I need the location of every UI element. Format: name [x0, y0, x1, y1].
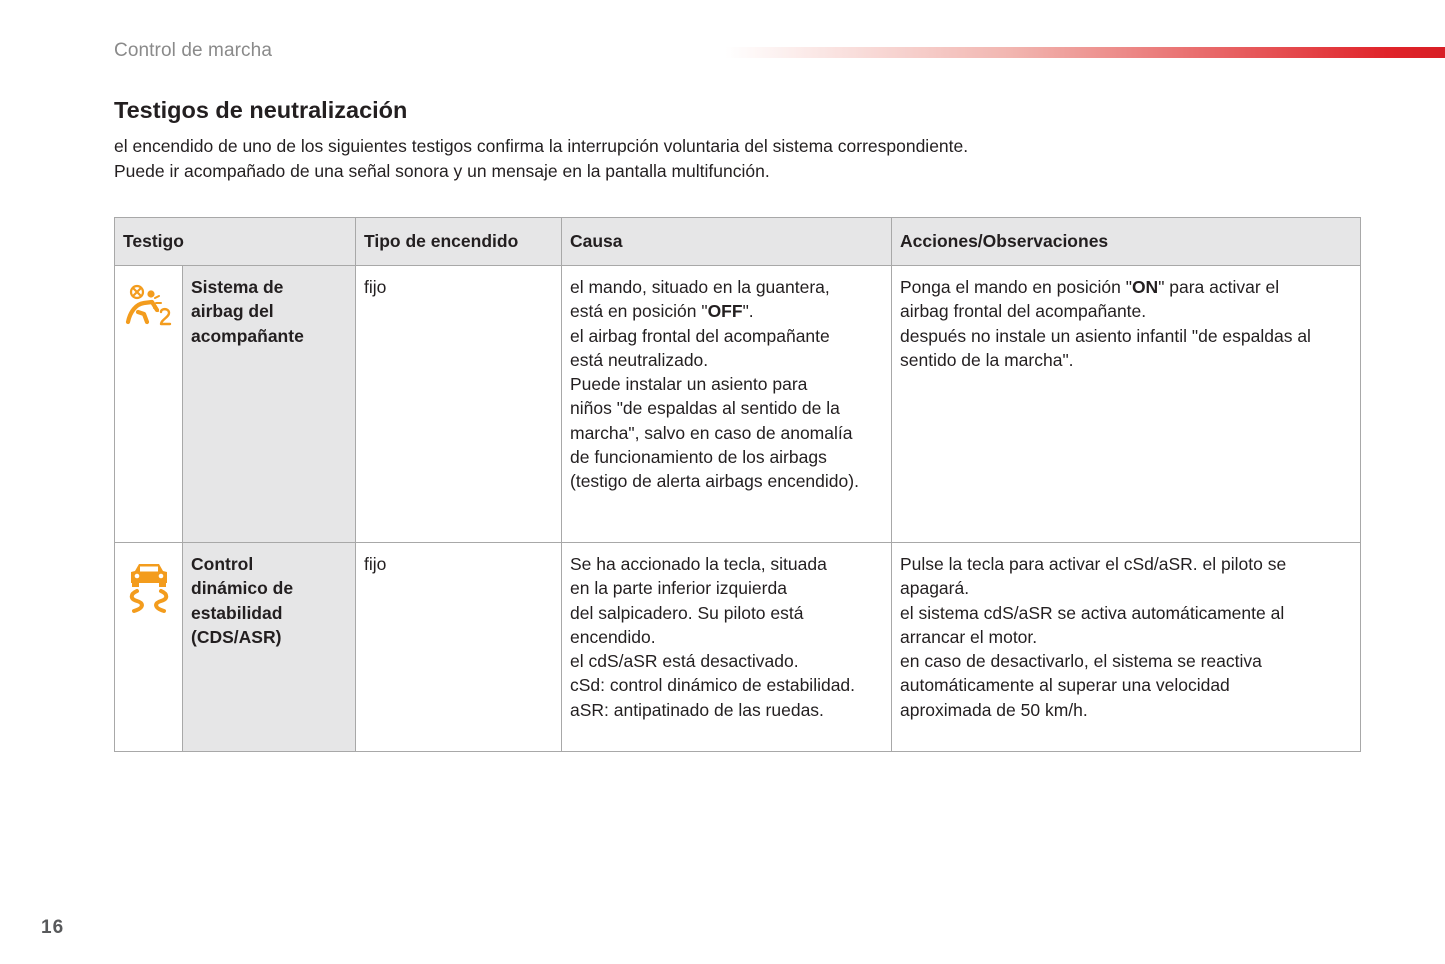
icon-cell [115, 266, 183, 543]
page-number: 16 [41, 917, 65, 938]
header-tipo: Tipo de encendido [356, 218, 562, 266]
causa-line: marcha", salvo en caso de anomalía [570, 422, 853, 443]
causa-line: el airbag frontal del acompañante [570, 325, 830, 346]
header-acciones: Acciones/Observaciones [892, 218, 1361, 266]
lamp-name-line: airbag del [191, 301, 274, 322]
acciones-line: automáticamente al superar una velocidad [900, 675, 1230, 696]
causa-line: aSR: antipatinado de las ruedas. [570, 699, 824, 720]
tipo-cell: fijo [356, 266, 562, 543]
causa-line: el mando, situado en la guantera, [570, 277, 830, 297]
acciones-line: Pulse la tecla para activar el cSd/aSR. el piloto se [900, 554, 1287, 574]
causa-line: encendido. [570, 626, 656, 647]
acciones-line: arrancar el motor. [900, 626, 1038, 647]
causa-line: el cdS/aSR está desactivado. [570, 651, 799, 672]
tipo-cell: fijo [356, 543, 562, 752]
acciones-line: después no instale un asiento infantil "de espaldas al [900, 325, 1311, 346]
lamp-name-line: Control [191, 554, 254, 574]
acciones-line: aproximada de 50 km/h. [900, 699, 1088, 720]
acciones-line: Ponga el mando en posición "ON" para activar el [900, 277, 1280, 297]
acciones-line: apagará. [900, 578, 970, 599]
airbag-off-icon [115, 284, 182, 328]
causa-line: está en posición "OFF". [570, 301, 754, 322]
causa-line: (testigo de alerta airbags encendido). [570, 471, 859, 492]
lamp-name-cell [183, 543, 356, 752]
acciones-cell [892, 266, 1361, 543]
table-header-row [115, 218, 1361, 266]
lamp-name-cell [183, 266, 356, 543]
intro-line: el encendido de uno de los siguientes testigos confirma la interrupción voluntaria del sistema correspondiente. [114, 136, 969, 156]
causa-line: en la parte inferior izquierda [570, 578, 787, 599]
causa-line: del salpicadero. Su piloto está [570, 602, 804, 623]
lamp-name-line: acompañante [191, 325, 304, 346]
header-testigo: Testigo [115, 218, 356, 266]
causa-line: de funcionamiento de los airbags [570, 447, 827, 468]
causa-cell [562, 266, 892, 543]
header-accent-bar [725, 47, 1445, 58]
page-title: Testigos de neutralización [114, 97, 408, 123]
causa-line: niños "de espaldas al sentido de la [570, 398, 840, 419]
icon-cell [115, 543, 183, 752]
causa-line: cSd: control dinámico de estabilidad. [570, 675, 856, 696]
causa-line: Puede instalar un asiento para [570, 374, 808, 395]
causa-line: está neutralizado. [570, 349, 709, 370]
intro-line: Puede ir acompañado de una señal sonora y un mensaje en la pantalla multifunción. [114, 160, 770, 181]
acciones-cell [892, 543, 1361, 752]
table-row [115, 266, 1361, 543]
lamp-name-line: Sistema de [191, 277, 284, 297]
warning-lamps-table [114, 217, 1361, 752]
acciones-line: sentido de la marcha". [900, 349, 1074, 370]
acciones-line: en caso de desactivarlo, el sistema se reactiva [900, 651, 1262, 672]
lamp-name-line: estabilidad [191, 602, 283, 623]
causa-line: Se ha accionado la tecla, situada [570, 554, 827, 574]
acciones-line: airbag frontal del acompañante. [900, 301, 1147, 322]
acciones-line: el sistema cdS/aSR se activa automáticamente al [900, 602, 1285, 623]
stability-control-off-icon [115, 561, 182, 615]
lamp-name-line: dinámico de [191, 578, 294, 599]
lamp-name-line: (CDS/ASR) [191, 626, 282, 647]
header-causa: Causa [562, 218, 892, 266]
intro-text [114, 134, 1214, 183]
section-header: Control de marcha [114, 40, 272, 61]
table-row [115, 543, 1361, 752]
causa-cell [562, 543, 892, 752]
